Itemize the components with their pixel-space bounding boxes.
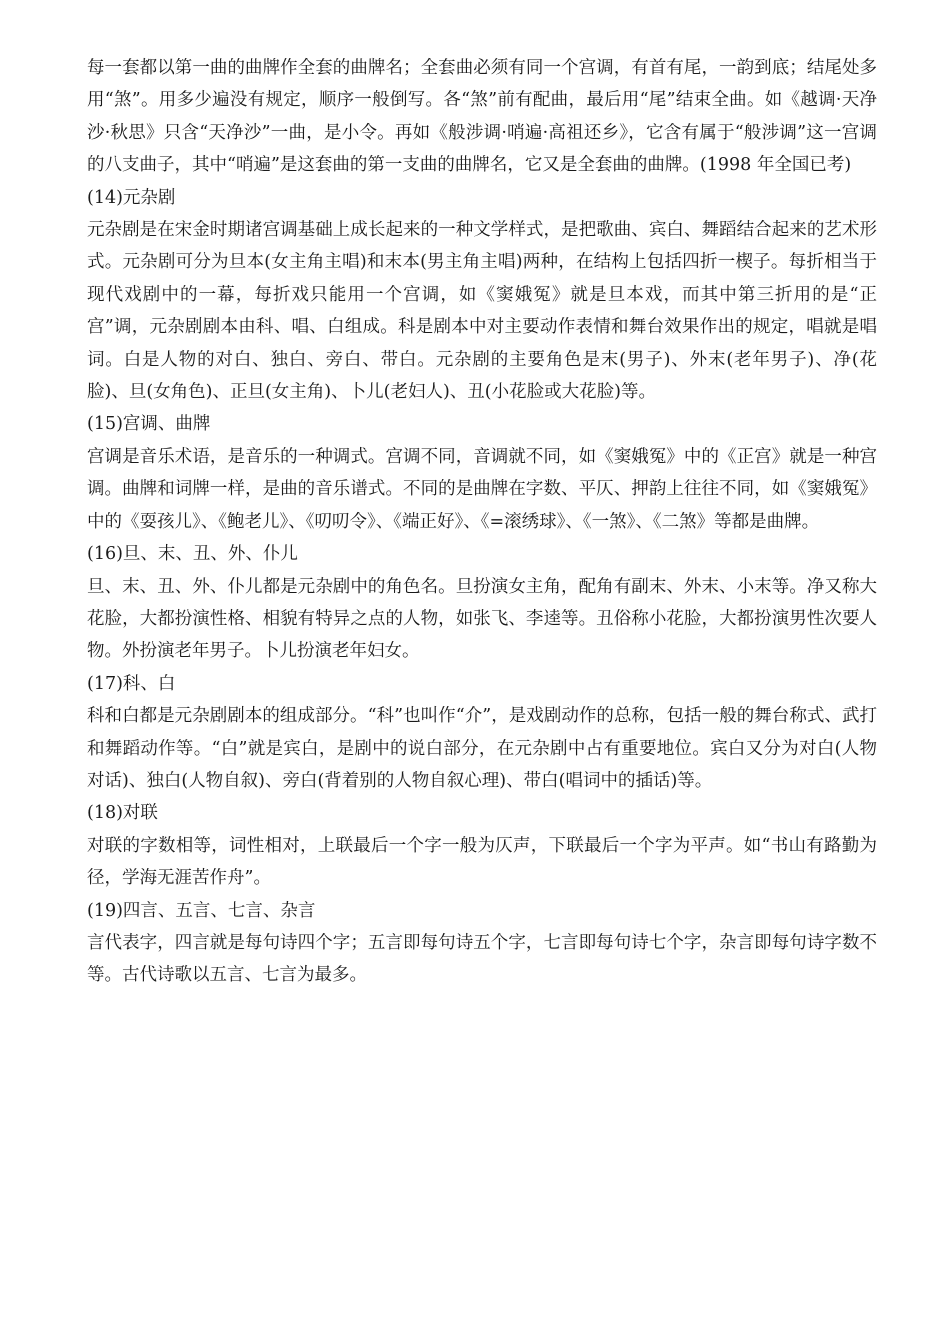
- section-heading-duilian: (18)对联: [87, 803, 158, 824]
- paragraph-poetry-forms: 言代表字，四言就是每句诗四个字；五言即每句诗五个字，七言即每句诗七个字，杂言即每句诗字数不等。古代诗歌以五言、七言为最多。: [87, 932, 877, 986]
- section-heading-poetry-forms: (19)四言、五言、七言、杂言: [87, 900, 316, 921]
- section-heading-roles: (16)旦、末、丑、外、仆儿: [87, 544, 298, 565]
- document-page: [87, 52, 877, 992]
- paragraph-gongdiao-qupai: 宫调是音乐术语，是音乐的一种调式。宫调不同，音调就不同，如《窦娥冤》中的《正宫》就是一种宫调。曲牌和词牌一样，是曲的音乐谱式。不同的是曲牌在字数、平仄、押韵上往往不同，如《窦娥冤》中的《耍孩儿》、《鲍老儿》、《叨叨令》、《端正好》、《=滚绣球》、《一煞》、《二煞》等都是曲牌。: [87, 446, 877, 532]
- paragraph-ke-bai: 科和白都是元杂剧剧本的组成部分。“科”也叫作“介”，是戏剧动作的总称，包括一般的舞台称式、武打和舞蹈动作等。“白”就是宾白，是剧中的说白部分，在元杂剧中占有重要地位。宾白又分为对白(人物对话)、独白(人物自叙)、旁白(背着别的人物自叙心理)、带白(唱词中的插话)等。: [87, 706, 877, 791]
- section-heading-yuan-zaju: (14)元杂剧: [87, 187, 176, 208]
- intro-paragraph: 每一套都以第一曲的曲牌作全套的曲牌名；全套曲必须有同一个宫调，有首有尾，一韵到底；结尾处多用“煞”。用多少遍没有规定，顺序一般倒写。各“煞”前有配曲，最后用“尾”结束全曲。如《越调·天净沙·秋思》只含“天净沙”一曲，是小令。再如《般涉调·哨遍·高祖还乡》，它含有属于“般涉调”这一宫调的八支曲子，其中“哨遍”是这套曲的第一支曲的曲牌名，它又是全套曲的曲牌。(1998 年全国已考): [87, 58, 877, 176]
- section-heading-ke-bai: (17)科、白: [87, 673, 176, 694]
- paragraph-roles: 旦、末、丑、外、仆儿都是元杂剧中的角色名。旦扮演女主角，配角有副末、外末、小末等。净又称大花脸，大都扮演性格、相貌有特异之点的人物，如张飞、李逵等。丑俗称小花脸，大都扮演男性次要人物。外扮演老年男子。卜儿扮演老年妇女。: [87, 576, 877, 662]
- section-heading-gongdiao-qupai: (15)宫调、曲牌: [87, 414, 211, 435]
- paragraph-duilian: 对联的字数相等，词性相对，上联最后一个字一般为仄声，下联最后一个字为平声。如“书山有路勤为径，学海无涯苦作舟”。: [87, 835, 877, 889]
- paragraph-yuan-zaju: 元杂剧是在宋金时期诸宫调基础上成长起来的一种文学样式，是把歌曲、宾白、舞蹈结合起来的艺术形式。元杂剧可分为旦本(女主角主唱)和末本(男主角主唱)两种，在结构上包括四折一楔子。每折相当于现代戏剧中的一幕，每折戏只能用一个宫调，如《窦娥冤》就是旦本戏，而其中第三折用的是“正宫”调，元杂剧剧本由科、唱、白组成。科是剧本中对主要动作表情和舞台效果作出的规定，唱就是唱词。白是人物的对白、独白、旁白、带白。元杂剧的主要角色是末(男子)、外末(老年男子)、净(花脸)、旦(女角色)、正旦(女主角)、卜儿(老妇人)、丑(小花脸或大花脸)等。: [87, 220, 877, 403]
